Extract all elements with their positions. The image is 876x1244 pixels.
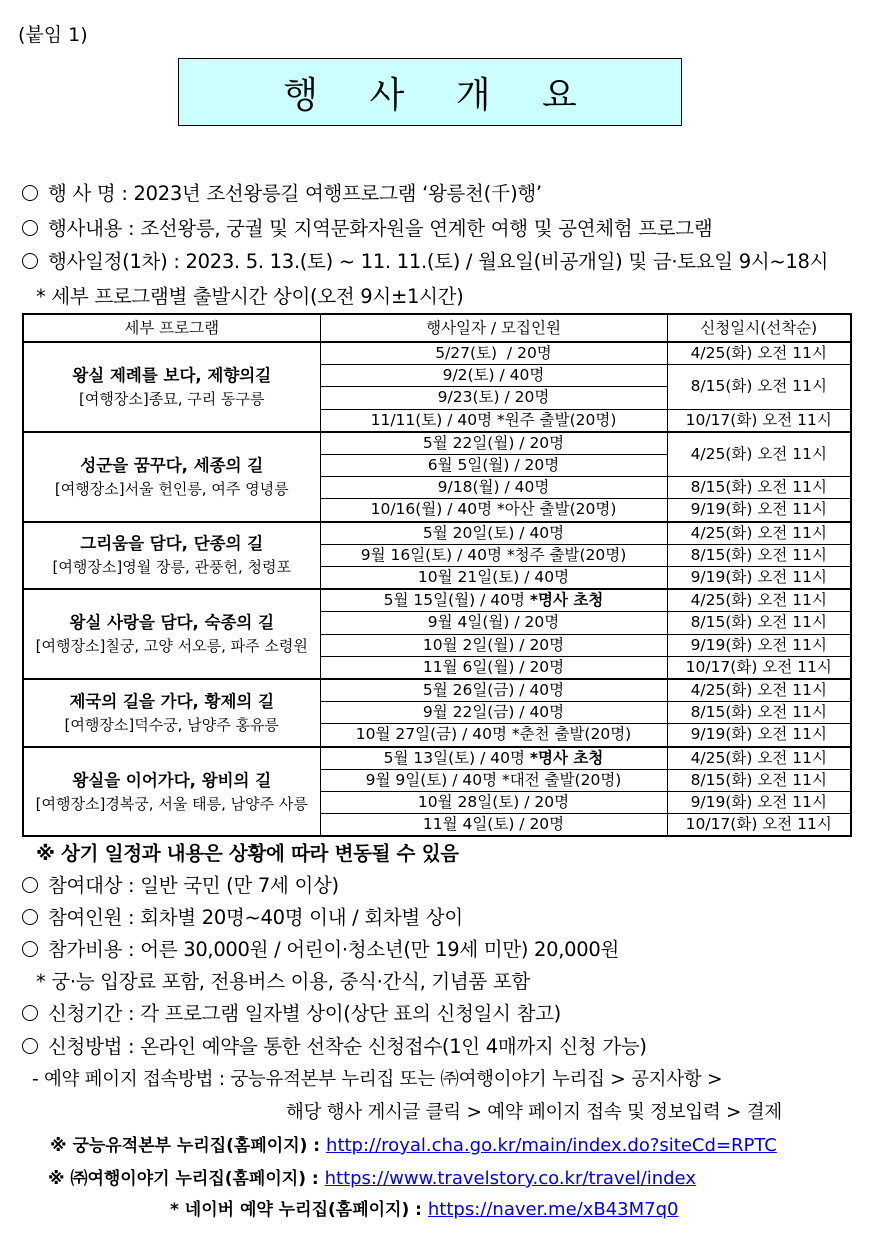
program-cell [23, 432, 320, 522]
date-cell [320, 432, 667, 455]
apply-cell: 8/15(화) 오전 11시 [667, 769, 851, 791]
guest-badge: *명사 초청 [529, 591, 604, 610]
circle-bullet-icon [22, 1005, 38, 1021]
date-text: 11월 6일(월) / 20명 [422, 657, 565, 676]
intro-label: 행사일정(1차) [48, 250, 168, 273]
table-row [23, 679, 851, 702]
date-text: 10월 21일(토) / 40명 [417, 568, 570, 587]
circle-bullet-icon [22, 185, 38, 201]
date-text: 9월 9일(토) / 40명 *대전 출발(20명) [365, 770, 622, 789]
link-label: * 네이버 예약 누리집(홈페이지) : [170, 1200, 428, 1220]
intro-line-name: 행 사 명 : 2023년 조선왕릉길 여행프로그램 ‘왕릉천(千)행’ [20, 178, 542, 206]
schedule-table [22, 313, 852, 837]
link-label: ※ ㈜여행이야기 누리집(홈페이지) : [48, 1169, 325, 1189]
detail-text: 회차별 20명~40명 이내 / 회차별 상이 [140, 906, 463, 929]
apply-cell: 10/17(화) 오전 11시 [667, 814, 851, 837]
link-label: ※ 궁능유적본부 누리집(홈페이지) : [50, 1136, 327, 1156]
program-cell [23, 342, 320, 432]
fee-note: * 궁·능 입장료 포함, 전용버스 이용, 중식·간식, 기념품 포함 [36, 970, 530, 993]
circle-bullet-icon [22, 253, 38, 269]
program-name: 왕실을 이어가다, 왕비의 길 [72, 770, 272, 790]
detail-text: 각 프로그램 일자별 상이(상단 표의 신청일시 참고) [140, 1002, 561, 1025]
date-text: 5월 26일(금) / 40명 [422, 681, 565, 700]
program-name: 왕실 제례를 보다, 제향의길 [72, 365, 272, 385]
travelstory-homepage-link[interactable]: https://www.travelstory.co.kr/travel/index [324, 1168, 696, 1189]
circle-bullet-icon [22, 220, 38, 236]
link-line-naver [170, 1195, 678, 1220]
date-text: 9/23(토) / 20명 [437, 388, 550, 407]
circle-bullet-icon [22, 909, 38, 925]
date-cell [320, 702, 667, 724]
date-text: 9/2(토) / 40명 [442, 366, 545, 385]
table-row [23, 589, 851, 612]
intro-note: * 세부 프로그램별 출발시간 상이(오전 9시±1시간) [36, 285, 464, 308]
detail-label: 신청방법 [48, 1035, 123, 1058]
circle-bullet-icon [22, 877, 38, 893]
detail-line-method: 신청방법 : 온라인 예약을 통한 선착순 신청접수(1인 4매까지 신청 가능) [20, 1031, 647, 1059]
apply-cell: 4/25(화) 오전 11시 [667, 589, 851, 612]
intro-text: 2023년 조선왕릉길 여행프로그램 ‘왕릉천(千)행’ [133, 182, 542, 205]
date-text: 10월 28일(토) / 20명 [417, 793, 570, 812]
access-line-1: - 예약 페이지 접속방법 : 궁능유적본부 누리집 또는 ㈜여행이야기 누리집 > 공지사항 > [32, 1069, 723, 1090]
date-text: 9월 16일(토) / 40명 *청주 출발(20명) [360, 545, 627, 564]
program-place: [여행장소]영월 장릉, 관풍헌, 청령포 [52, 558, 291, 577]
program-cell [23, 679, 320, 747]
access-line-2: 해당 행사 게시글 클릭 > 예약 페이지 접속 및 정보입력 > 결제 [286, 1102, 782, 1123]
date-text: 9월 22일(금) / 40명 [422, 703, 565, 722]
apply-cell: 9/19(화) 오전 11시 [667, 499, 851, 522]
program-place: [여행장소]종묘, 구리 동구릉 [79, 389, 265, 408]
date-cell [320, 656, 667, 679]
table-header-row [23, 314, 851, 342]
apply-cell: 4/25(화) 오전 11시 [667, 747, 851, 770]
date-text: 10/16(월) / 40명 *아산 출발(20명) [370, 500, 617, 519]
apply-cell: 4/25(화) 오전 11시 [667, 342, 851, 365]
date-cell [320, 342, 667, 365]
date-cell [320, 724, 667, 747]
header-apply: 신청일시(선착순) [667, 314, 851, 342]
apply-cell: 4/25(화) 오전 11시 [667, 522, 851, 545]
detail-label: 참여대상 [48, 874, 123, 897]
page-title: 행 사 개 요 [283, 74, 597, 116]
date-text: 5/27(토) / 20명 [435, 344, 552, 362]
detail-line-count: 참여인원 : 회차별 20명~40명 이내 / 회차별 상이 [20, 902, 463, 930]
detail-line-target: 참여대상 : 일반 국민 (만 7세 이상) [20, 870, 339, 898]
date-text: 5월 22일(월) / 20명 [422, 433, 565, 452]
intro-text: 2023. 5. 13.(토) ~ 11. 11.(토) / 월요일(비공개일) 및 금·토요일 9시~18시 [185, 250, 829, 273]
program-name: 그리움을 담다, 단종의 길 [80, 534, 264, 554]
title-box [178, 58, 682, 126]
date-cell [320, 365, 667, 387]
date-cell [320, 499, 667, 522]
date-cell [320, 387, 667, 409]
circle-bullet-icon [22, 1038, 38, 1054]
intro-label: 행사내용 [48, 217, 123, 240]
date-cell [320, 634, 667, 656]
date-cell [320, 769, 667, 791]
program-cell [23, 522, 320, 590]
apply-cell: 9/19(화) 오전 11시 [667, 567, 851, 590]
date-cell [320, 792, 667, 814]
apply-cell: 10/17(화) 오전 11시 [667, 409, 851, 432]
table-row [23, 747, 851, 770]
link-line-travelstory [48, 1164, 696, 1189]
date-cell [320, 409, 667, 432]
apply-cell: 9/19(화) 오전 11시 [667, 724, 851, 747]
apply-cell: 8/15(화) 오전 11시 [667, 544, 851, 566]
detail-label: 참여인원 [48, 906, 123, 929]
naver-booking-link[interactable]: https://naver.me/xB43M7q0 [427, 1199, 679, 1220]
detail-label: 신청기간 [48, 1002, 123, 1025]
date-text: 11/11(토) / 40명 *원주 출발(20명) [370, 410, 617, 429]
program-cell [23, 747, 320, 837]
date-text: 5월 13일(토) / 40명 [383, 748, 530, 767]
program-place: [여행장소]칠궁, 고양 서오릉, 파주 소령원 [35, 637, 308, 656]
apply-cell: 4/25(화) 오전 11시 [667, 679, 851, 702]
date-cell [320, 544, 667, 566]
detail-label: 참가비용 [48, 938, 123, 961]
intro-text: 조선왕릉, 궁궐 및 지역문화자원을 연계한 여행 및 공연체험 프로그램 [140, 217, 713, 240]
date-cell [320, 612, 667, 634]
date-text: 10월 27일(금) / 40명 *춘천 출발(20명) [355, 725, 632, 744]
detail-text: 어른 30,000원 / 어린이·청소년(만 19세 미만) 20,000원 [140, 938, 620, 961]
program-name: 제국의 길을 가다, 황제의 길 [69, 691, 275, 711]
date-cell [320, 477, 667, 499]
table-row [23, 522, 851, 545]
guest-badge: *명사 초청 [529, 748, 604, 767]
royal-homepage-link[interactable]: http://royal.cha.go.kr/main/index.do?siteCd=RPTC [326, 1135, 777, 1156]
header-dates: 행사일자 / 모집인원 [320, 314, 667, 342]
intro-line-content: 행사내용 : 조선왕릉, 궁궐 및 지역문화자원을 연계한 여행 및 공연체험 프로그램 [20, 213, 712, 241]
date-text: 10월 2일(월) / 20명 [422, 635, 565, 654]
date-cell [320, 679, 667, 702]
program-place: [여행장소]덕수궁, 남양주 홍유릉 [64, 715, 279, 734]
table-note: ※ 상기 일정과 내용은 상황에 따라 변동될 수 있음 [36, 842, 459, 865]
apply-cell: 8/15(화) 오전 11시 [667, 612, 851, 634]
apply-cell: 9/19(화) 오전 11시 [667, 792, 851, 814]
program-name: 왕실 사랑을 담다, 숙종의 길 [69, 613, 275, 633]
date-cell [320, 522, 667, 545]
date-cell [320, 747, 667, 770]
date-cell [320, 455, 667, 477]
apply-cell: 4/25(화) 오전 11시 [667, 432, 851, 477]
intro-label: 행 사 명 [48, 182, 116, 205]
apply-cell: 10/17(화) 오전 11시 [667, 656, 851, 679]
program-place: [여행장소]서울 헌인릉, 여주 영녕릉 [54, 479, 289, 498]
date-cell [320, 814, 667, 837]
apply-cell: 9/19(화) 오전 11시 [667, 634, 851, 656]
program-cell [23, 589, 320, 679]
date-text: 6월 5일(월) / 20명 [427, 456, 560, 475]
date-cell [320, 567, 667, 590]
apply-cell: 8/15(화) 오전 11시 [667, 477, 851, 499]
table-row [23, 342, 851, 365]
program-place: [여행장소]경복궁, 서울 태릉, 남양주 사릉 [35, 794, 308, 813]
attachment-label: (붙임 1) [18, 24, 88, 46]
date-text: 5월 20일(토) / 40명 [422, 523, 565, 542]
schedule-table-body [23, 342, 851, 836]
date-cell [320, 589, 667, 612]
circle-bullet-icon [22, 941, 38, 957]
date-text: 9/18(월) / 40명 [437, 478, 550, 497]
date-text: 5월 15일(월) / 40명 [383, 591, 530, 610]
detail-line-period: 신청기간 : 각 프로그램 일자별 상이(상단 표의 신청일시 참고) [20, 998, 561, 1026]
detail-text: 온라인 예약을 통한 선착순 신청접수(1인 4매까지 신청 가능) [140, 1035, 647, 1058]
detail-text: 일반 국민 (만 7세 이상) [140, 874, 339, 897]
apply-cell: 8/15(화) 오전 11시 [667, 365, 851, 409]
date-text: 11월 4일(토) / 20명 [422, 815, 565, 834]
program-name: 성군을 꿈꾸다, 세종의 길 [80, 455, 264, 475]
detail-line-fee: 참가비용 : 어른 30,000원 / 어린이·청소년(만 19세 미만) 20,000원 [20, 934, 619, 962]
table-row [23, 432, 851, 455]
intro-line-schedule: 행사일정(1차) : 2023. 5. 13.(토) ~ 11. 11.(토) / 월요일(비공개일) 및 금·토요일 9시~18시 [20, 246, 828, 274]
header-program: 세부 프로그램 [23, 314, 320, 342]
date-text: 9월 4일(월) / 20명 [427, 613, 560, 632]
link-line-royal [50, 1131, 777, 1156]
apply-cell: 8/15(화) 오전 11시 [667, 702, 851, 724]
